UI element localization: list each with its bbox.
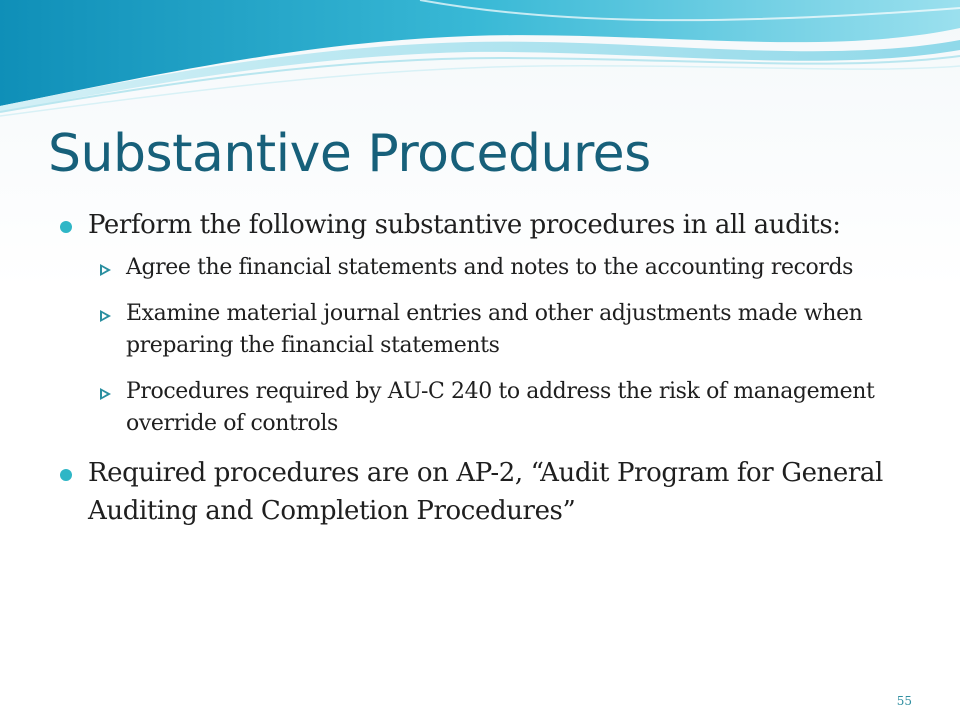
sub-bullet-item — [88, 252, 918, 284]
bullet-text: Perform the following substantive procedures in all audits: — [88, 210, 841, 240]
sub-bullet-item — [88, 376, 918, 440]
sub-bullet-item — [88, 298, 918, 362]
bullet-item — [58, 206, 918, 440]
bullet-text: Required procedures are on AP-2, “Audit Program for General Auditing and Completion Procedures” — [88, 458, 883, 526]
bullet-list — [58, 206, 918, 534]
bullet-dot-icon — [60, 469, 72, 481]
sub-bullet-list — [88, 252, 918, 440]
bullet-item — [58, 454, 918, 530]
arrow-bullet-icon — [100, 310, 111, 322]
page-number: 55 — [896, 694, 912, 708]
sub-bullet-text: Procedures required by AU-C 240 to address the risk of management override of controls — [126, 379, 875, 436]
arrow-bullet-icon — [100, 388, 111, 400]
sub-bullet-text: Agree the financial statements and notes to the accounting records — [126, 255, 854, 280]
sub-bullet-text: Examine material journal entries and other adjustments made when preparing the financial statements — [126, 301, 863, 358]
bullet-dot-icon — [60, 221, 72, 233]
slide-title: Substantive Procedures — [48, 124, 651, 184]
header-wave-decoration — [0, 0, 960, 120]
arrow-bullet-icon — [100, 264, 111, 276]
